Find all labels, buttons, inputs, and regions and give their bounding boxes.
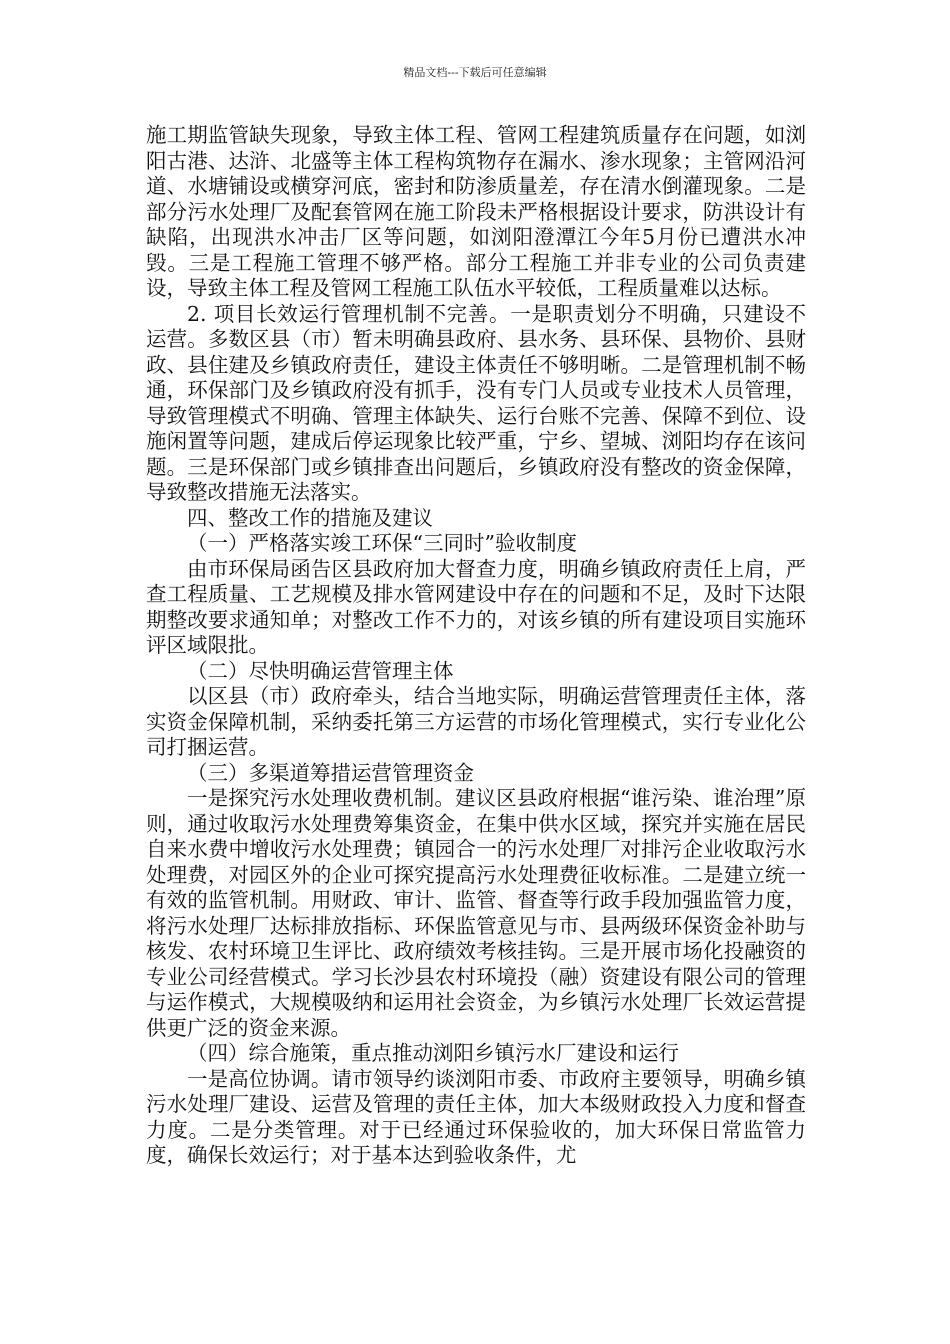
document-body [146,123,806,1169]
subsection-heading: （三）多渠道筹措运营管理资金 [187,760,474,785]
paragraph: 一是高位协调。请市领导约谈浏阳市委、市政府主要领导，明确乡镇污水处理厂建设、运营及管理的责任主体，加大本级财政投入力度和督查力度。二是分类管理。对于已经通过环保验收的，加大环保日常监管力度，确保长效运行；对于基本达到验收条件，尤 [146,1066,806,1167]
paragraph: 施工期监管缺失现象，导致主体工程、管网工程建筑质量存在问题，如浏阳古港、达浒、北盛等主体工程构筑物存在漏水、渗水现象；主管网沿河道、水塘铺设或横穿河底，密封和防渗质量差，存在清水倒灌现象。二是部分污水处理厂及配套管网在施工阶段未严格根据设计要求，防洪设计有缺陷，出现洪水冲击厂区等问题，如浏阳澄潭江今年5月份已遭洪水冲毁。三是工程施工管理不够严格。部分工程施工并非专业的公司负责建设，导致主体工程及管网工程施工队伍水平较低，工程质量难以达标。 [146,123,806,300]
section-heading: 四、整改工作的措施及建议 [187,505,433,530]
page-header: 精品文档---下载后可任意编辑 [403,66,547,79]
subsection-heading: （二）尽快明确运营管理主体 [187,658,454,683]
subsection-heading: （四）综合施策，重点推动浏阳乡镇污水厂建设和运行 [187,1041,679,1065]
paragraph: 由市环保局函告区县政府加大督查力度，明确乡镇政府责任上肩，严查工程质量、工艺规模及排水管网建设中存在的问题和不足，及时下达限期整改要求通知单；对整改工作不力的，对该乡镇的所有建设项目实施环评区域限批。 [146,556,806,657]
paragraph: 以区县（市）政府牵头，结合当地实际，明确运营管理责任主体，落实资金保障机制，采纳委托第三方运营的市场化管理模式，实行专业化公司打捆运营。 [146,684,806,759]
paragraph: 2. 项目长效运行管理机制不完善。一是职责划分不明确，只建设不运营。多数区县（市）暂未明确县政府、县水务、县环保、县物价、县财政、县住建及乡镇政府责任，建设主体责任不够明晰。二是管理机制不畅通，环保部门及乡镇政府没有抓手，没有专门人员或专业技术人员管理，导致管理模式不明确、管理主体缺失、运行台账不完善、保障不到位、设施闲置等问题，建成后停运现象比较严重，宁乡、望城、浏阳均存在该问题。三是环保部门或乡镇排查出问题后，乡镇政府没有整改的资金保障，导致整改措施无法落实。 [146,301,806,504]
paragraph: 一是探究污水处理收费机制。建议区县政府根据“谁污染、谁治理”原则，通过收取污水处理费筹集资金，在集中供水区域，探究并实施在居民自来水费中增收污水处理费；镇园合一的污水处理厂对排污企业收取污水处理费，对园区外的企业可探究提高污水处理费征收标准。二是建立统一有效的监管机制。用财政、审计、监管、督查等行政手段加强监管力度，将污水处理厂达标排放指标、环保监管意见与市、县两级环保资金补助与核发、农村环境卫生评比、政府绩效考核挂钩。三是开展市场化投融资的专业公司经营模式。学习长沙县农村环境投（融）资建设有限公司的管理与运作模式，大规模吸纳和运用社会资金，为乡镇污水处理厂长效运营提供更广泛的资金来源。 [146,786,806,1040]
subsection-heading: （一）严格落实竣工环保“三同时”验收制度 [187,531,577,555]
